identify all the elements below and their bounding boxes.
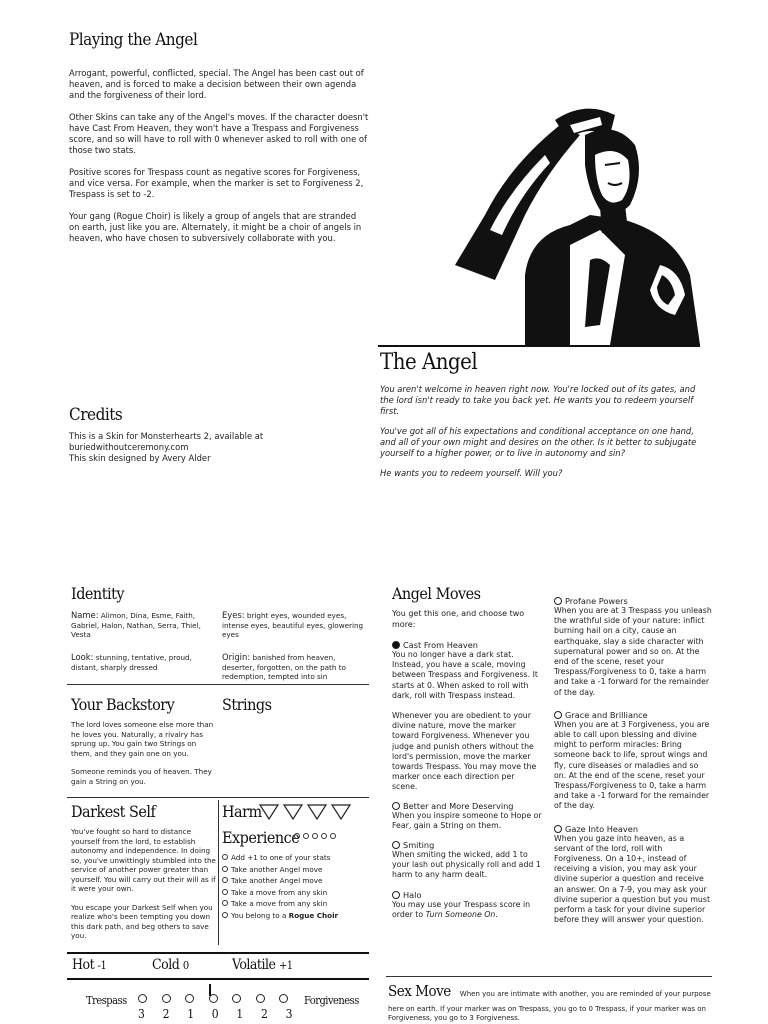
track-number: 0 [211, 1007, 219, 1021]
move-grace-checkbox[interactable] [554, 711, 562, 719]
experience-track [294, 833, 339, 839]
identity-eyes [222, 611, 367, 640]
backstory-text [71, 720, 216, 786]
volatile-value: +1 [279, 959, 293, 972]
advance-checkbox[interactable] [222, 866, 228, 872]
track-number: 2 [260, 1007, 268, 1021]
advances-list [222, 853, 372, 920]
harm-track [258, 803, 354, 821]
sex-move-rule [386, 976, 712, 977]
sex-move [388, 981, 718, 1000]
harm-title: Harm [222, 802, 262, 821]
backstory-p2: Someone reminds you of heaven. They gain a String on you. [71, 767, 212, 786]
advance-label: You belong to a [231, 910, 289, 920]
move-halo-title [392, 890, 542, 900]
cold-label: Cold [152, 957, 180, 973]
playing-section [69, 68, 369, 244]
experience-circle[interactable] [330, 833, 336, 839]
halo-text-b: Turn Someone On [425, 909, 496, 919]
angel-intro-rule [378, 345, 700, 347]
move-better-text: When you inspire someone to Hope or Fear, gain a String on them. [392, 810, 542, 830]
move-halo-text [392, 900, 542, 920]
eyes-value: bright eyes, wounded eyes, intense eyes, beautiful eyes, glowering eyes [222, 611, 364, 639]
advance-item[interactable] [222, 853, 372, 863]
credits-line2: buriedwithoutceremony.com [69, 442, 189, 452]
stats-top-rule [67, 952, 369, 954]
experience-circle[interactable] [294, 833, 300, 839]
strings-area[interactable] [222, 722, 367, 794]
sex-move-title: Sex Move [388, 982, 451, 1000]
move-cast-title [392, 640, 542, 650]
angel-p1: You aren't welcome in heaven right now. You're locked out of its gates, and the lord isn't ready to take you back yet. He wants you to redeem yourself first. [380, 384, 696, 416]
advance-item[interactable] [222, 876, 372, 886]
track-circle[interactable] [256, 994, 265, 1003]
moves-intro: You get this one, and choose two more: [392, 609, 525, 629]
track-circle[interactable] [138, 994, 147, 1003]
credits-line3: This skin designed by Avery Alder [69, 453, 211, 463]
volatile-label: Volatile [232, 957, 276, 973]
playing-p4: Your gang (Rogue Choir) is likely a group of angels that are stranded on earth, just like you are. Alternately, it might be a choir of angels in heaven, who have chosen to subversively collaborate with you. [69, 211, 362, 243]
experience-circle[interactable] [312, 833, 318, 839]
hot-label: Hot [72, 957, 95, 973]
move-halo-checkbox[interactable] [392, 891, 400, 899]
advance-checkbox[interactable] [222, 877, 228, 883]
move-cast-p2: Whenever you are obedient to your divine nature, move the marker toward Forgiveness. Whenever you judge and punish others without the lord's permission, move the marker towards Trespass. You may move the marker once each direction per scene. [392, 711, 537, 792]
stats-bottom-rule [67, 978, 369, 980]
moves-col1 [392, 609, 542, 920]
move-profane-label: Profane Powers [565, 596, 628, 606]
advance-label: Take a move from any skin [231, 899, 328, 908]
credits-line1: This is a Skin for Monsterhearts 2, available at [69, 431, 264, 441]
playing-p2: Other Skins can take any of the Angel's moves. If the character doesn't have Cast From Heaven, they won't have a Trespass and Forgiveness score, and so will have to roll with 0 whenever asked to roll with one of those two stats. [69, 112, 369, 155]
column-divider [218, 800, 219, 945]
credits-block [69, 431, 329, 464]
track-circle[interactable] [185, 994, 194, 1003]
advance-item[interactable] [222, 865, 372, 875]
move-cast-p1: You no longer have a dark stat. Instead, you have a scale, moving between Trespass and Forgiveness. It starts at 0. When asked to roll with dark, roll with Trespass instead. [392, 650, 538, 700]
identity-look [71, 653, 211, 672]
look-value: stunning, tentative, proud, distant, sharply dressed [71, 653, 192, 672]
look-label: Look: [71, 652, 94, 662]
experience-circle[interactable] [303, 833, 309, 839]
advance-label: Take another Angel move [231, 876, 323, 885]
darkest-p1: You've fought so hard to distance yourself from the lord, to establish autonomy and independence. In doing so, you've unwittingly stumbled into the service of another power greater than yourself. You will carry out their will as if it were your own. [71, 827, 216, 893]
experience-circle[interactable] [321, 833, 327, 839]
track-number: 1 [236, 1007, 243, 1021]
angel-intro [380, 384, 710, 479]
sex-move-text1: When you are intimate with another, you are reminded of your purpose [459, 990, 711, 998]
track-circle[interactable] [209, 994, 218, 1003]
playing-p3: Positive scores for Trespass count as negative scores for Forgiveness, and vice versa. For example, when the marker is set to Forgiveness 2, Trespass is set to -2. [69, 167, 364, 199]
playing-title: Playing the Angel [69, 30, 198, 50]
track-numbers [138, 1007, 292, 1021]
move-better-label: Better and More Deserving [403, 800, 514, 811]
sex-move-text2: here on earth. If your marker was on Trespass, you go to 0 Trespass, if your marker was on Forgiveness, you go to 3 Forgiveness. [388, 1005, 706, 1022]
track-number: 2 [162, 1007, 169, 1021]
identity-name [71, 611, 216, 640]
move-grace-title [554, 710, 712, 720]
eyes-label: Eyes: [222, 610, 245, 620]
move-smiting-title [392, 840, 542, 850]
move-cast-checkbox[interactable] [392, 641, 400, 649]
halo-text-a: You may use your Trespass score in order to [392, 899, 531, 919]
track-left-label: Trespass [86, 994, 127, 1007]
cold-value: 0 [182, 959, 189, 972]
experience-title: Experience [222, 828, 300, 847]
rogue-choir-label: Rogue Choir [288, 910, 339, 920]
move-smiting-text: When smiting the wicked, add 1 to your lash out physically roll and add 1 harm to any harm dealt. [392, 850, 541, 880]
track-number: 3 [138, 1007, 145, 1021]
track-circle[interactable] [162, 994, 171, 1003]
move-better-checkbox[interactable] [392, 802, 400, 810]
credits-title: Credits [69, 405, 123, 425]
move-profane-title [554, 596, 712, 606]
angel-illustration [450, 95, 705, 345]
track-circle[interactable] [279, 994, 288, 1003]
angel-title: The Angel [380, 350, 478, 375]
angel-p3: He wants you to redeem yourself. Will you? [380, 468, 563, 478]
advance-checkbox[interactable] [222, 889, 228, 895]
angel-p2: You've got all of his expectations and conditional acceptance on one hand, and all of your own might and desires on the other. Is it better to subjugate yourself to a higher power, or to live in autonomy and sin? [380, 426, 697, 458]
harm-box[interactable] [260, 805, 278, 819]
hot-value: -1 [97, 959, 107, 972]
moves-title: Angel Moves [392, 584, 481, 603]
advance-label: Take another Angel move [231, 864, 323, 874]
darkest-p2: You escape your Darkest Self when you realize who's been tempting you down this dark path, and beg others to save you. [71, 902, 213, 940]
moves-col2 [554, 596, 712, 925]
halo-text-c: . [495, 909, 498, 919]
stat-volatile [232, 957, 293, 973]
move-profane-text: When you are at 3 Trespass you unleash the wrathful side of your nature: inflict burning hail on a city, cause an earthquake, slay a side character with supernatural power and so on. At the end of the scene, reset your Trespass/Forgiveness to 0, take a harm and take a -1 forward for the remainder of the day. [554, 606, 712, 697]
move-profane-checkbox[interactable] [554, 597, 562, 605]
identity-origin [222, 653, 367, 682]
track-number: 1 [187, 1007, 194, 1021]
advance-checkbox[interactable] [222, 912, 228, 918]
move-grace-label: Grace and Brilliance [565, 709, 648, 720]
move-grace-text: When you are at 3 Forgiveness, you are able to call upon blessing and divine might to perform miracles: Bring someone back to life, sprout wings and fly, cure diseases or maladies and so on. At the end of the scene, reset your Trespass/Forgiveness to 0, take a harm and take a -1 forward for the remainder of the day. [554, 719, 710, 811]
backstory-p1: The lord loves someone else more than he loves you. Naturally, a rivalry has sprung up. You gain two Strings on them, and they gain one on you. [71, 720, 214, 758]
move-gaze-label: Gaze Into Heaven [565, 823, 639, 834]
harm-box[interactable] [308, 805, 326, 819]
harm-box[interactable] [332, 805, 350, 819]
backstory-divider [67, 797, 369, 798]
origin-label: Origin: [222, 652, 251, 662]
move-cast-label: Cast From Heaven [403, 640, 478, 650]
darkest-title: Darkest Self [71, 802, 156, 821]
harm-box[interactable] [284, 805, 302, 819]
track-number: 3 [285, 1007, 292, 1021]
track-circle[interactable] [232, 994, 241, 1003]
move-better-title [392, 801, 542, 811]
advance-label: Take a move from any skin [231, 887, 328, 897]
advance-checkbox[interactable] [222, 900, 228, 906]
move-halo-label: Halo [403, 889, 422, 900]
advance-item[interactable] [222, 888, 372, 898]
identity-divider [67, 684, 369, 685]
playing-p1: Arrogant, powerful, conflicted, special. The Angel has been cast out of heaven, and is forced to make a decision between their own agenda and the forgiveness of their lord. [69, 68, 364, 100]
move-smiting-label: Smiting [403, 840, 435, 851]
backstory-title: Your Backstory [71, 695, 175, 714]
advance-item[interactable] [222, 911, 372, 921]
identity-title: Identity [71, 584, 124, 603]
strings-title: Strings [222, 695, 272, 714]
move-gaze-title [554, 824, 712, 834]
darkest-text [71, 827, 216, 941]
move-smiting-checkbox[interactable] [392, 841, 400, 849]
stat-cold [152, 957, 189, 973]
advance-item[interactable] [222, 899, 372, 909]
move-gaze-checkbox[interactable] [554, 825, 562, 833]
move-gaze-text: When you gaze into heaven, as a servant of the lord, roll with Forgiveness. On a 10+, instead of receiving a vision, you may ask your divine superior a question and receive an answer. On a 7-9, you may ask your divine superior a question but you must perform a task for your divine superior before they will answer your question. [554, 833, 710, 925]
track-right-label: Forgiveness [304, 994, 359, 1007]
origin-value: banished from heaven, deserter, forgotten, on the path to redemption, tempted into sin [222, 653, 346, 681]
track-circles [138, 994, 288, 1003]
name-label: Name: [71, 610, 99, 620]
advance-label: Add +1 to one of your stats [231, 853, 331, 862]
stat-hot [72, 957, 106, 973]
name-value: Alimon, Dina, Esme, Faith, Gabriel, Halon, Nathan, Serra, Thiel, Vesta [71, 611, 201, 639]
advance-checkbox[interactable] [222, 854, 228, 860]
